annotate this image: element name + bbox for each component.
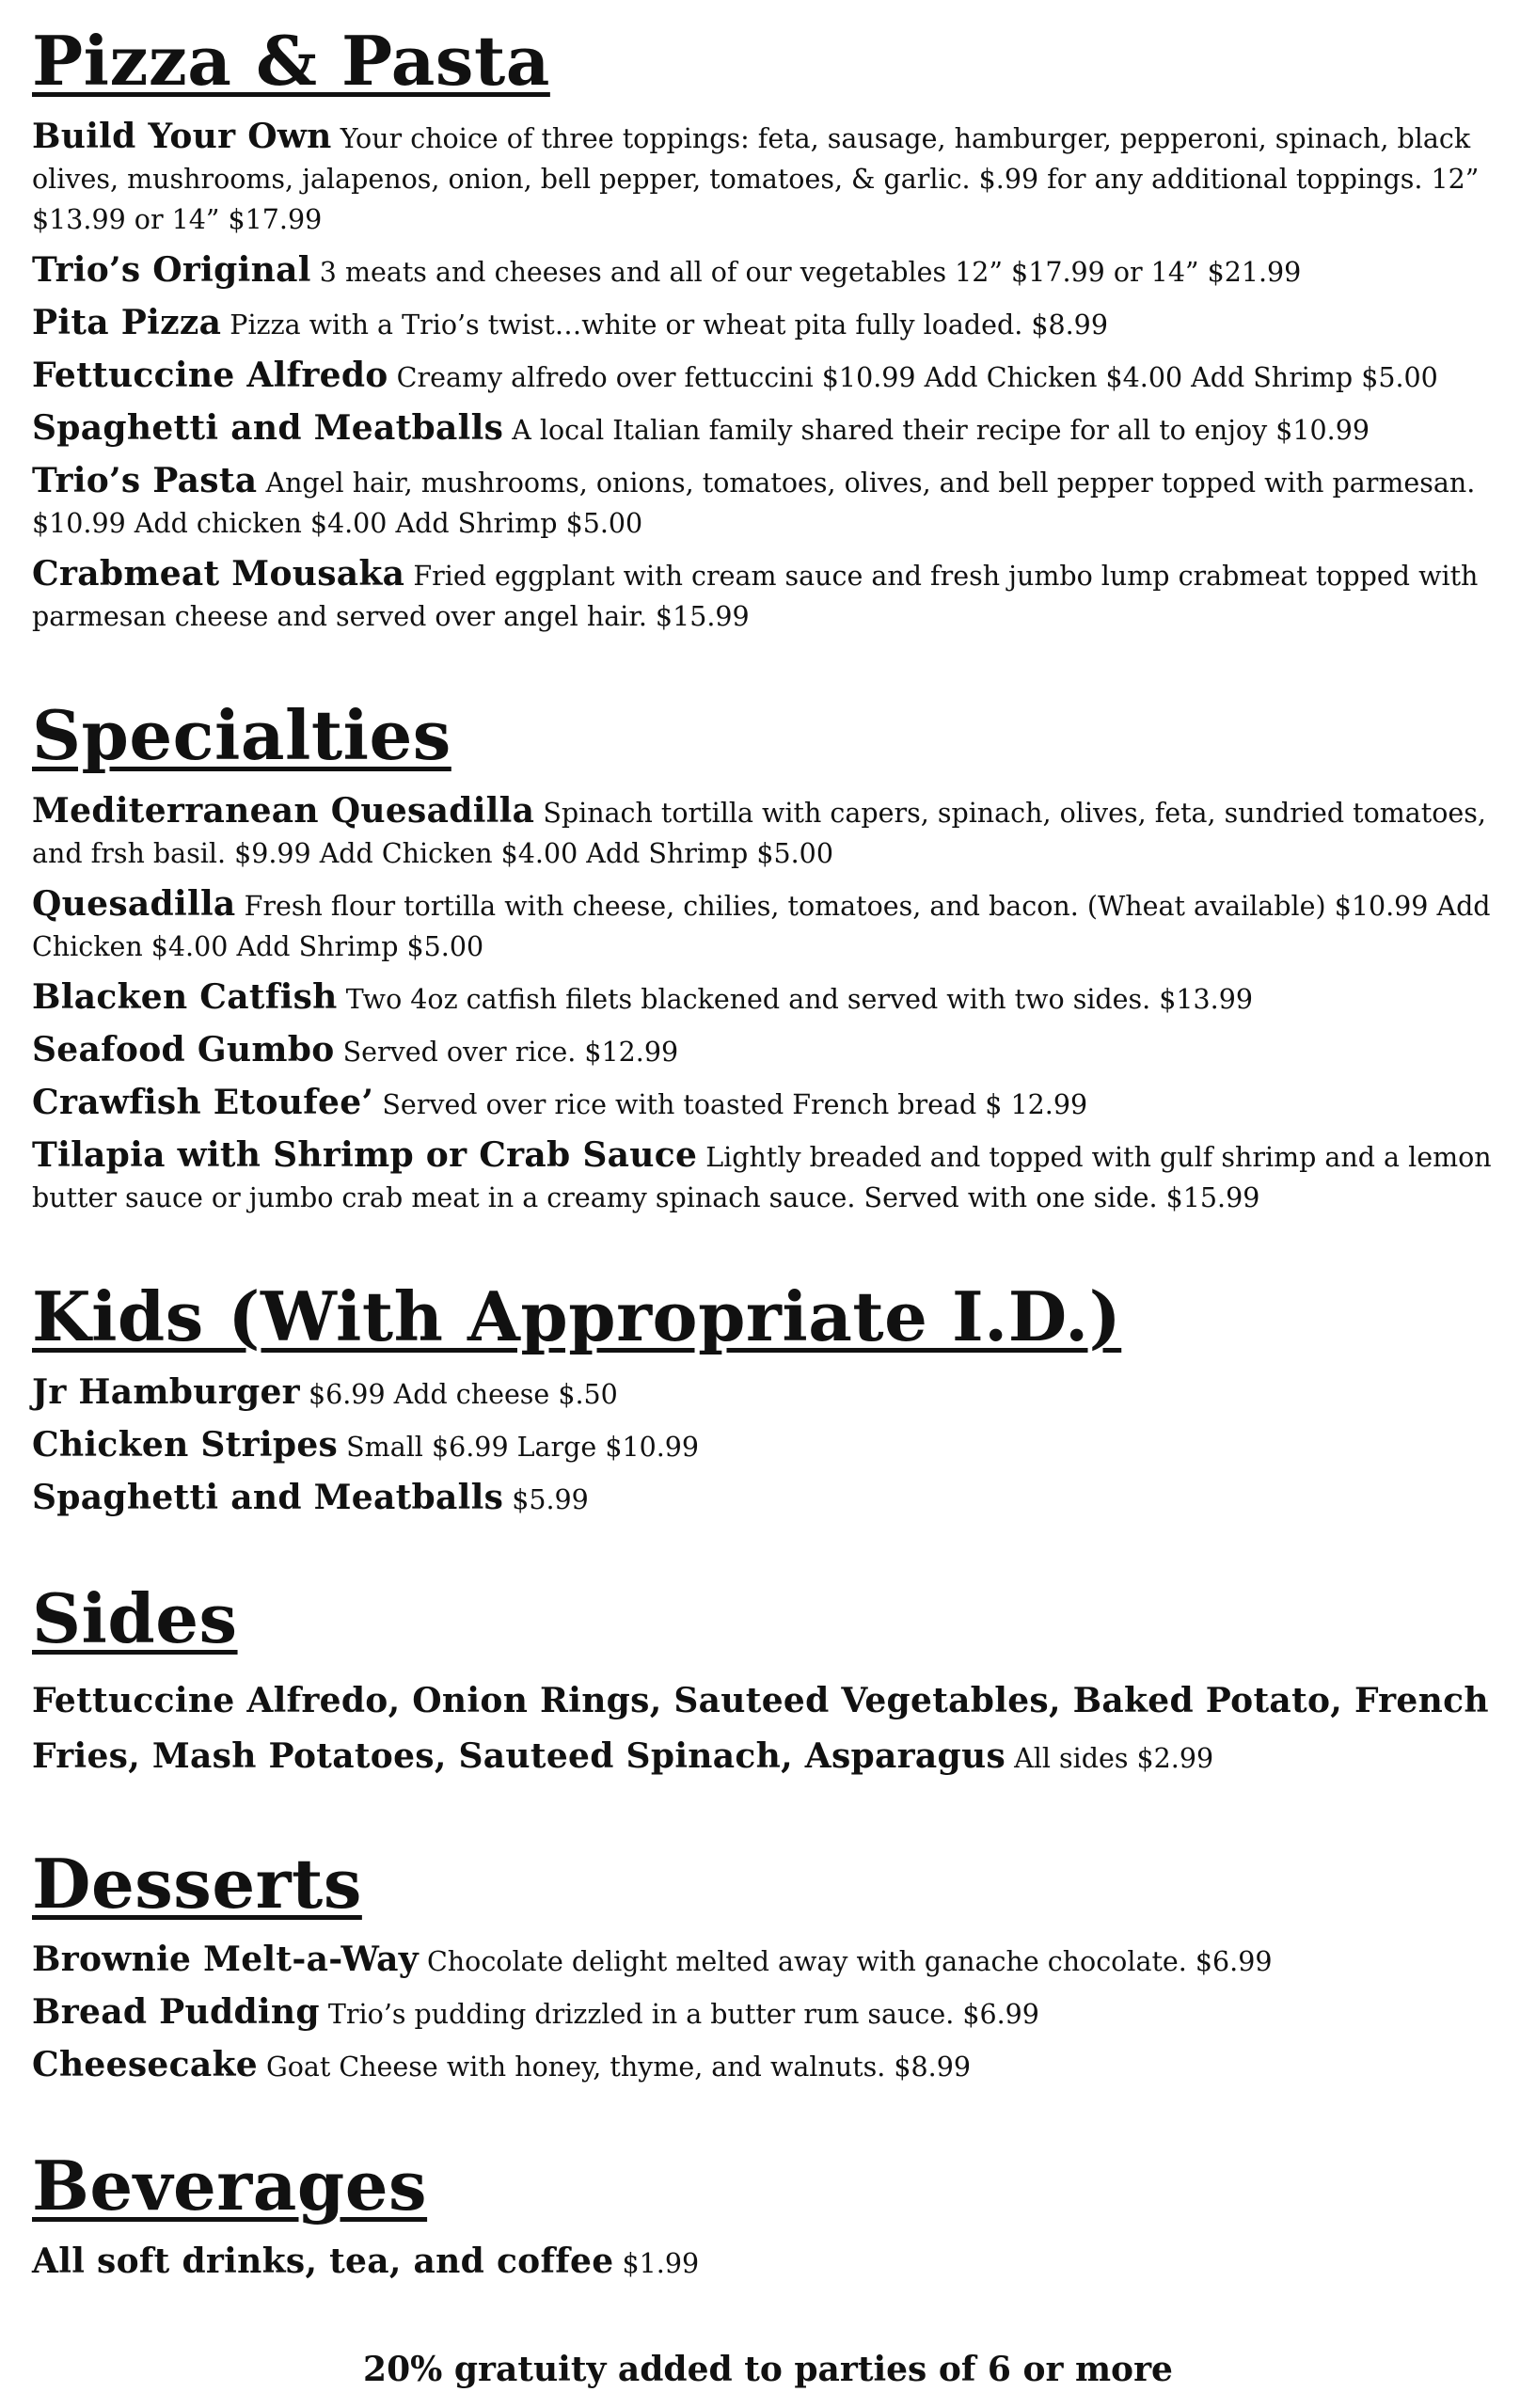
- item-name: Blacken Catfish: [32, 977, 338, 1017]
- menu-item: [32, 356, 1509, 398]
- section-title: Beverages: [32, 2146, 428, 2226]
- item-desc: Spinach tortilla with capers, spinach, olives, feta, sundried tomatoes, and frsh basil. $9.99 Add Chicken $4.00 Add Shrimp $5.00: [32, 798, 1486, 869]
- gratuity-note: 20% gratuity added to parties of 6 or more: [363, 2350, 1173, 2389]
- item-name: Jr Hamburger: [32, 1372, 300, 1412]
- section-title: Kids (With Appropriate I.D.): [32, 1276, 1122, 1356]
- menu-item: [32, 1478, 1509, 1520]
- menu-item: [32, 554, 1509, 637]
- item-desc: Goat Cheese with honey, thyme, and walnuts. $8.99: [265, 2052, 971, 2083]
- item-desc: Fresh flour tortilla with cheese, chilies, tomatoes, and bacon. (Wheat available) $10.99 Add Chicken $4.00 Add Shrimp $5.00: [32, 891, 1491, 962]
- sides-list: [32, 1674, 1509, 1785]
- menu-item: [32, 117, 1509, 240]
- menu-item: [32, 1083, 1509, 1125]
- menu-item: [32, 791, 1509, 874]
- item-desc: Fried eggplant with cream sauce and fresh jumbo lump crabmeat topped with parmesan cheese and served over angel hair. $15.99: [32, 561, 1479, 632]
- item-name: Trio’s Pasta: [32, 461, 258, 500]
- item-name: Bread Pudding: [32, 1992, 320, 2032]
- item-name: Quesadilla: [32, 884, 236, 924]
- item-name: Crabmeat Mousaka: [32, 554, 405, 594]
- item-desc: $5.99: [512, 1484, 589, 1515]
- menu-item: [32, 461, 1509, 544]
- section-kids: [32, 1273, 1509, 1520]
- section-title: Sides: [32, 1578, 238, 1658]
- item-desc: Served over rice. $12.99: [342, 1037, 679, 1068]
- item-desc: Served over rice with toasted French bread $ 12.99: [382, 1089, 1088, 1120]
- sides-price: All sides $2.99: [1014, 1743, 1214, 1774]
- menu-item: [32, 2242, 1509, 2284]
- section-title: Pizza & Pasta: [32, 21, 550, 101]
- item-desc: Lightly breaded and topped with gulf shrimp and a lemon butter sauce or jumbo crab meat in a creamy spinach sauce. Served with one side. $15.99: [32, 1142, 1492, 1213]
- item-name: Brownie Melt-a-Way: [32, 1940, 419, 1979]
- menu-item: [32, 1135, 1509, 1218]
- item-desc: $6.99 Add cheese $.50: [308, 1379, 618, 1410]
- menu-item: [32, 250, 1509, 293]
- item-name: Build Your Own: [32, 117, 332, 156]
- item-name: All soft drinks, tea, and coffee: [32, 2242, 614, 2281]
- menu-item: [32, 1030, 1509, 1072]
- menu-item: [32, 2045, 1509, 2087]
- section-title: Desserts: [32, 1844, 362, 1924]
- section-title: Specialties: [32, 695, 451, 775]
- item-name: Spaghetti and Meatballs: [32, 408, 504, 448]
- item-desc: Your choice of three toppings: feta, sausage, hamburger, pepperoni, spinach, black olives, mushrooms, jalapenos, onion, bell pepper, tomatoes, & garlic. $.99 for any additional toppings. 12” $13.99 or 14” $17.99: [32, 123, 1480, 235]
- item-desc: Small $6.99 Large $10.99: [346, 1432, 700, 1463]
- item-name: Pita Pizza: [32, 303, 222, 342]
- section-sides: [32, 1575, 1509, 1785]
- item-name: Mediterranean Quesadilla: [32, 791, 535, 831]
- section-specialties: [32, 691, 1509, 1218]
- item-desc: A local Italian family shared their recipe for all to enjoy $10.99: [512, 415, 1370, 446]
- section-desserts: [32, 1840, 1509, 2087]
- section-beverages: [32, 2142, 1509, 2284]
- menu-item: [32, 1992, 1509, 2035]
- item-desc: 3 meats and cheeses and all of our vegetables 12” $17.99 or 14” $21.99: [319, 257, 1302, 288]
- menu-item: [32, 1940, 1509, 1982]
- item-name: Cheesecake: [32, 2045, 258, 2084]
- item-desc: Two 4oz catfish filets blackened and served with two sides. $13.99: [345, 984, 1254, 1015]
- item-name: Tilapia with Shrimp or Crab Sauce: [32, 1135, 698, 1175]
- menu-item: [32, 408, 1509, 451]
- sides-names: Fettuccine Alfredo, Onion Rings, Sauteed Vegetables, Baked Potato, French Fries, Mash Potatoes, Sauteed Spinach, Asparagus: [32, 1681, 1489, 1776]
- item-desc: Chocolate delight melted away with ganache chocolate. $6.99: [427, 1946, 1273, 1977]
- item-name: Fettuccine Alfredo: [32, 356, 388, 395]
- menu-item: [32, 303, 1509, 345]
- menu-page: [32, 17, 1509, 2338]
- item-name: Seafood Gumbo: [32, 1030, 335, 1069]
- menu-item: [32, 1425, 1509, 1467]
- item-desc: Angel hair, mushrooms, onions, tomatoes, olives, and bell pepper topped with parmesan. $10.99 Add chicken $4.00 Add Shrimp $5.00: [32, 467, 1476, 539]
- section-pizza-pasta: [32, 17, 1509, 637]
- item-name: Crawfish Etoufee’: [32, 1083, 374, 1122]
- item-desc: Trio’s pudding drizzled in a butter rum sauce. $6.99: [327, 1999, 1039, 2030]
- item-name: Chicken Stripes: [32, 1425, 339, 1465]
- item-desc: Pizza with a Trio’s twist…white or wheat pita fully loaded. $8.99: [230, 309, 1108, 341]
- item-desc: Creamy alfredo over fettuccini $10.99 Add Chicken $4.00 Add Shrimp $5.00: [396, 362, 1438, 393]
- item-desc: $1.99: [622, 2248, 700, 2279]
- item-name: Spaghetti and Meatballs: [32, 1478, 504, 1517]
- menu-item: [32, 1372, 1509, 1415]
- menu-item: [32, 977, 1509, 1020]
- item-name: Trio’s Original: [32, 250, 311, 290]
- menu-item: [32, 884, 1509, 967]
